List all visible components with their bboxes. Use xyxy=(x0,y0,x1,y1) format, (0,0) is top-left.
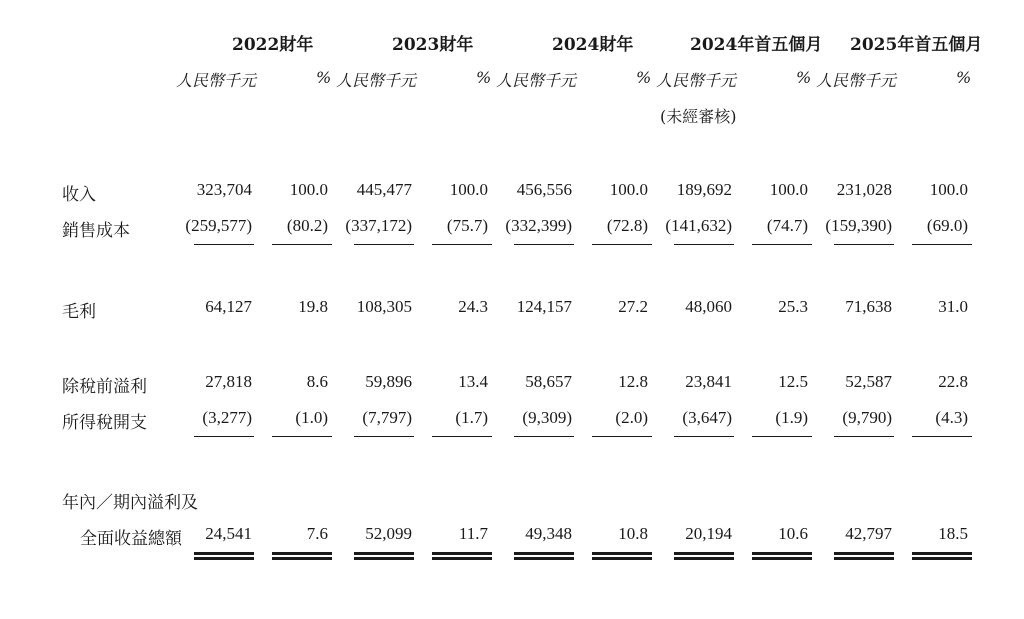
cell-cost-of-sales-8: (159,390) xyxy=(825,216,892,235)
single-underline xyxy=(432,436,492,437)
cell-gross-profit-0: 64,127 xyxy=(205,297,252,316)
cell-cost-of-sales-5: (72.8) xyxy=(606,216,648,235)
single-underline xyxy=(752,244,812,245)
single-underline xyxy=(834,244,894,245)
single-underline xyxy=(432,244,492,245)
cell-income-tax-1: (1.0) xyxy=(295,408,328,427)
double-underline xyxy=(834,552,894,560)
cell-revenue-2: 445,477 xyxy=(356,180,412,199)
cell-revenue-1: 100.0 xyxy=(289,180,328,199)
row-label-total-income-1: 年內／期內溢利及 xyxy=(62,493,198,513)
row-label-gross-profit: 毛利 xyxy=(62,302,96,322)
cell-gross-profit-5: 27.2 xyxy=(618,297,648,316)
cell-income-tax-7: (1.9) xyxy=(775,408,808,427)
unit-label: 人民幣千元 xyxy=(656,71,737,90)
double-underline xyxy=(194,552,254,560)
row-label-total-income-2: 全面收益總額 xyxy=(80,529,182,549)
cell-gross-profit-3: 24.3 xyxy=(458,297,488,316)
cell-revenue-8: 231,028 xyxy=(836,180,892,199)
cell-profit-before-tax-6: 23,841 xyxy=(685,372,732,391)
header-year-2023: 2023財年 xyxy=(392,35,474,55)
cell-total-income-1: 7.6 xyxy=(306,524,328,543)
single-underline xyxy=(834,436,894,437)
cell-total-income-4: 49,348 xyxy=(525,524,572,543)
pct-label: % xyxy=(956,68,972,87)
double-underline xyxy=(912,552,972,560)
cell-income-tax-3: (1.7) xyxy=(455,408,488,427)
cell-profit-before-tax-3: 13.4 xyxy=(458,372,488,391)
double-underline xyxy=(752,552,812,560)
cell-revenue-4: 456,556 xyxy=(516,180,572,199)
double-underline xyxy=(272,552,332,560)
single-underline xyxy=(354,244,414,245)
cell-profit-before-tax-9: 22.8 xyxy=(938,372,968,391)
cell-income-tax-6: (3,647) xyxy=(682,408,732,427)
cell-cost-of-sales-6: (141,632) xyxy=(665,216,732,235)
double-underline xyxy=(514,552,574,560)
single-underline xyxy=(912,436,972,437)
header-5m-2024: 2024年首五個月 xyxy=(690,35,823,55)
cell-cost-of-sales-4: (332,399) xyxy=(505,216,572,235)
unaudited-note: (未經審核) xyxy=(660,107,737,126)
single-underline xyxy=(194,244,254,245)
cell-profit-before-tax-5: 12.8 xyxy=(618,372,648,391)
cell-income-tax-5: (2.0) xyxy=(615,408,648,427)
cell-income-tax-0: (3,277) xyxy=(202,408,252,427)
unit-label: 人民幣千元 xyxy=(496,71,577,90)
cell-total-income-3: 11.7 xyxy=(458,524,488,543)
single-underline xyxy=(514,244,574,245)
cell-revenue-9: 100.0 xyxy=(929,180,968,199)
cell-profit-before-tax-8: 52,587 xyxy=(845,372,892,391)
cell-gross-profit-4: 124,157 xyxy=(516,297,572,316)
cell-income-tax-8: (9,790) xyxy=(842,408,892,427)
row-label-income-tax: 所得稅開支 xyxy=(62,413,147,433)
pct-label: % xyxy=(636,68,652,87)
pct-label: % xyxy=(316,68,332,87)
cell-cost-of-sales-1: (80.2) xyxy=(286,216,328,235)
cell-total-income-6: 20,194 xyxy=(685,524,732,543)
cell-income-tax-9: (4.3) xyxy=(935,408,968,427)
row-label-profit-before-tax: 除稅前溢利 xyxy=(62,377,147,397)
single-underline xyxy=(354,436,414,437)
cell-gross-profit-1: 19.8 xyxy=(298,297,328,316)
cell-total-income-7: 10.6 xyxy=(778,524,808,543)
unit-label: 人民幣千元 xyxy=(336,71,417,90)
cell-revenue-5: 100.0 xyxy=(609,180,648,199)
single-underline xyxy=(912,244,972,245)
single-underline xyxy=(674,436,734,437)
single-underline xyxy=(272,436,332,437)
header-year-2024: 2024財年 xyxy=(552,35,634,55)
single-underline xyxy=(752,436,812,437)
cell-income-tax-2: (7,797) xyxy=(362,408,412,427)
cell-gross-profit-8: 71,638 xyxy=(845,297,892,316)
single-underline xyxy=(514,436,574,437)
single-underline xyxy=(592,436,652,437)
cell-gross-profit-9: 31.0 xyxy=(938,297,968,316)
double-underline xyxy=(354,552,414,560)
row-label-revenue: 收入 xyxy=(62,185,96,205)
unit-label: 人民幣千元 xyxy=(816,71,897,90)
single-underline xyxy=(272,244,332,245)
row-label-cost-of-sales: 銷售成本 xyxy=(62,221,130,241)
cell-cost-of-sales-2: (337,172) xyxy=(345,216,412,235)
cell-profit-before-tax-7: 12.5 xyxy=(778,372,808,391)
single-underline xyxy=(592,244,652,245)
cell-total-income-9: 18.5 xyxy=(938,524,968,543)
cell-revenue-3: 100.0 xyxy=(449,180,488,199)
cell-revenue-7: 100.0 xyxy=(769,180,808,199)
cell-total-income-0: 24,541 xyxy=(205,524,252,543)
cell-cost-of-sales-0: (259,577) xyxy=(185,216,252,235)
double-underline xyxy=(592,552,652,560)
header-5m-2025: 2025年首五個月 xyxy=(850,35,983,55)
unit-label: 人民幣千元 xyxy=(176,71,257,90)
header-year-2022: 2022財年 xyxy=(232,35,314,55)
cell-profit-before-tax-1: 8.6 xyxy=(306,372,328,391)
cell-revenue-0: 323,704 xyxy=(196,180,252,199)
pct-label: % xyxy=(796,68,812,87)
cell-profit-before-tax-4: 58,657 xyxy=(525,372,572,391)
cell-cost-of-sales-3: (75.7) xyxy=(446,216,488,235)
single-underline xyxy=(674,244,734,245)
double-underline xyxy=(674,552,734,560)
cell-gross-profit-6: 48,060 xyxy=(685,297,732,316)
cell-total-income-8: 42,797 xyxy=(845,524,892,543)
cell-revenue-6: 189,692 xyxy=(676,180,732,199)
cell-gross-profit-2: 108,305 xyxy=(356,297,412,316)
cell-cost-of-sales-7: (74.7) xyxy=(766,216,808,235)
double-underline xyxy=(432,552,492,560)
cell-profit-before-tax-0: 27,818 xyxy=(205,372,252,391)
cell-gross-profit-7: 25.3 xyxy=(778,297,808,316)
cell-income-tax-4: (9,309) xyxy=(522,408,572,427)
cell-cost-of-sales-9: (69.0) xyxy=(926,216,968,235)
cell-profit-before-tax-2: 59,896 xyxy=(365,372,412,391)
cell-total-income-2: 52,099 xyxy=(365,524,412,543)
pct-label: % xyxy=(476,68,492,87)
cell-total-income-5: 10.8 xyxy=(618,524,648,543)
single-underline xyxy=(194,436,254,437)
